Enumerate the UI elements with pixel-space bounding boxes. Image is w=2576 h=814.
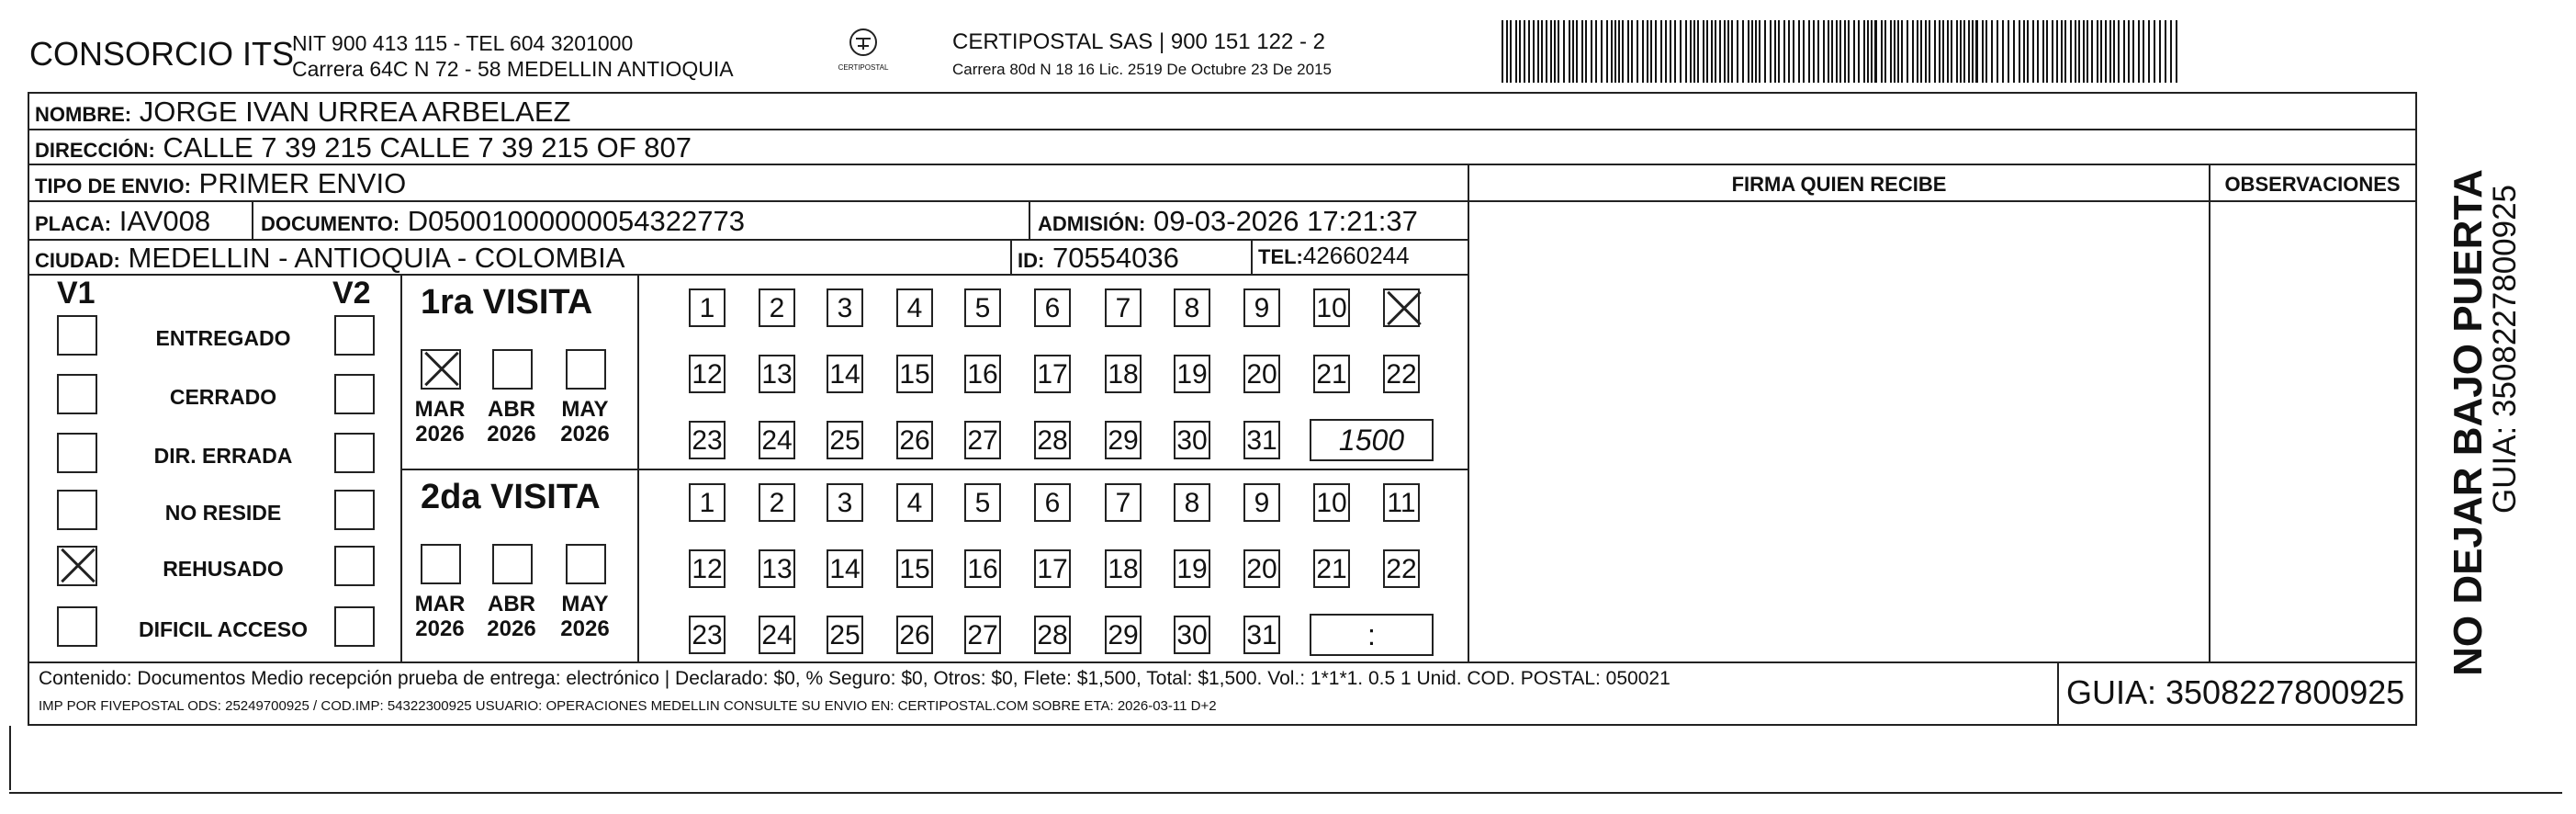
- day-box[interactable]: 11: [1383, 483, 1420, 522]
- company-address: Carrera 64C N 72 - 58 MEDELLIN ANTIOQUIA: [292, 57, 734, 81]
- carrier-logo-text: CERTIPOSTAL: [838, 63, 889, 72]
- city-label: CIUDAD:: [35, 249, 120, 272]
- admission-label: ADMISIÓN:: [1038, 212, 1146, 235]
- address-value: CALLE 7 39 215 CALLE 7 39 215 OF 807: [163, 131, 692, 164]
- day-box[interactable]: 22: [1383, 549, 1420, 588]
- status-label: NO RESIDE: [164, 501, 282, 525]
- status-label: DIFICIL ACCESO: [138, 617, 308, 641]
- day-box[interactable]: 15: [896, 549, 933, 588]
- day-box[interactable]: 18: [1105, 355, 1142, 393]
- status-label: ENTREGADO: [155, 326, 291, 350]
- day-box[interactable]: 9: [1243, 483, 1280, 522]
- footer-guide-number: GUIA: 3508227800925: [2066, 673, 2405, 711]
- day-box[interactable]: 31: [1243, 616, 1280, 654]
- v1-checkbox[interactable]: [57, 546, 97, 586]
- day-box[interactable]: 26: [896, 421, 933, 459]
- day-box[interactable]: 17: [1034, 549, 1071, 588]
- day-box[interactable]: 30: [1174, 421, 1210, 459]
- v1-checkbox[interactable]: [57, 315, 97, 356]
- day-box[interactable]: 20: [1243, 549, 1280, 588]
- tel-value: 42660244: [1302, 242, 1410, 269]
- side-guide-number: GUIA: 3508227800925: [2487, 184, 2523, 514]
- day-box[interactable]: 16: [964, 549, 1001, 588]
- do-not-leave-under-door-warning: NO DEJAR BAJO PUERTA: [2446, 169, 2491, 676]
- v1-checkbox[interactable]: [57, 433, 97, 473]
- day-box[interactable]: 31: [1243, 421, 1280, 459]
- signature-column-header: FIRMA QUIEN RECIBE: [1731, 173, 1947, 196]
- company-name: CONSORCIO ITS: [29, 35, 295, 73]
- day-box[interactable]: 15: [896, 355, 933, 393]
- day-box[interactable]: 19: [1174, 355, 1210, 393]
- day-box[interactable]: 18: [1105, 549, 1142, 588]
- day-box[interactable]: 23: [689, 616, 726, 654]
- name-field: [35, 97, 570, 126]
- shipment-type-label: TIPO DE ENVIO:: [35, 175, 191, 198]
- day-box[interactable]: 22: [1383, 355, 1420, 393]
- day-box[interactable]: 14: [827, 355, 863, 393]
- day-box[interactable]: 4: [896, 288, 933, 327]
- city-field: [35, 243, 624, 272]
- day-box[interactable]: 24: [759, 421, 795, 459]
- day-box[interactable]: 5: [964, 483, 1001, 522]
- day-box[interactable]: 24: [759, 616, 795, 654]
- day-box[interactable]: 6: [1034, 483, 1071, 522]
- id-field: [1018, 243, 1179, 272]
- month-checkbox[interactable]: [421, 544, 461, 584]
- barcode: [1502, 20, 2181, 83]
- status-label: CERRADO: [169, 385, 277, 409]
- day-box[interactable]: 10: [1313, 483, 1350, 522]
- address-field: [35, 133, 692, 162]
- month-year: 2026: [487, 616, 536, 641]
- month-checkbox[interactable]: [421, 349, 461, 390]
- day-box[interactable]: 1: [689, 483, 726, 522]
- observations-column-header: OBSERVACIONES: [2224, 173, 2401, 196]
- day-box[interactable]: 19: [1174, 549, 1210, 588]
- day-box[interactable]: 16: [964, 355, 1001, 393]
- month-year: 2026: [415, 422, 465, 447]
- day-box[interactable]: 2: [759, 288, 795, 327]
- day-box[interactable]: 5: [964, 288, 1001, 327]
- month-name: MAR: [414, 592, 466, 616]
- v1-checkbox[interactable]: [57, 606, 97, 647]
- month-year: 2026: [487, 422, 536, 447]
- day-box[interactable]: 28: [1034, 616, 1071, 654]
- day-box[interactable]: 14: [827, 549, 863, 588]
- day-box[interactable]: 17: [1034, 355, 1071, 393]
- v2-checkbox[interactable]: [334, 315, 375, 356]
- day-box[interactable]: 9: [1243, 288, 1280, 327]
- month-name: MAY: [561, 592, 609, 616]
- day-box[interactable]: 10: [1313, 288, 1350, 327]
- status-label: REHUSADO: [163, 557, 284, 581]
- address-label: DIRECCIÓN:: [35, 139, 155, 162]
- v2-checkbox[interactable]: [334, 433, 375, 473]
- day-box[interactable]: [1383, 288, 1420, 327]
- month-checkbox[interactable]: [492, 544, 533, 584]
- day-box[interactable]: 7: [1105, 288, 1142, 327]
- tel-field: [1258, 243, 1410, 267]
- v2-checkbox[interactable]: [334, 606, 375, 647]
- day-box[interactable]: 28: [1034, 421, 1071, 459]
- carrier-logo-icon: [845, 28, 882, 59]
- day-box[interactable]: 13: [759, 549, 795, 588]
- day-box[interactable]: 1: [689, 288, 726, 327]
- time-box[interactable]: 1500: [1310, 419, 1434, 461]
- day-box[interactable]: 3: [827, 288, 863, 327]
- document-label: DOCUMENTO:: [261, 212, 400, 235]
- day-box[interactable]: 7: [1105, 483, 1142, 522]
- day-box[interactable]: 30: [1174, 616, 1210, 654]
- day-box[interactable]: 12: [689, 355, 726, 393]
- day-box[interactable]: 8: [1174, 288, 1210, 327]
- month-name: ABR: [488, 397, 535, 422]
- month-year: 2026: [560, 422, 610, 447]
- month-year: 2026: [415, 616, 465, 641]
- day-box[interactable]: 27: [964, 421, 1001, 459]
- shipment-type-value: PRIMER ENVIO: [198, 167, 407, 199]
- v1-checkbox[interactable]: [57, 374, 97, 414]
- plate-label: PLACA:: [35, 212, 112, 235]
- month-name: MAR: [414, 397, 466, 422]
- day-box[interactable]: 29: [1105, 616, 1142, 654]
- company-nit: NIT 900 413 115 - TEL 604 3201000: [292, 31, 634, 55]
- print-info-line: IMP POR FIVEPOSTAL ODS: 25249700925 / COD.IMP: 54322300925 USUARIO: OPERACIONES MEDELLIN CONSULTE SU ENVIO EN: CERTIPOSTAL.COM SOBRE ETA: 2026-03-11 D+2: [39, 698, 1217, 714]
- month-label: [408, 397, 472, 447]
- document-value: D05001000000054322773: [407, 205, 745, 237]
- carrier-address: Carrera 80d N 18 16 Lic. 2519 De Octubre 23 De 2015: [952, 61, 1332, 78]
- day-box[interactable]: 25: [827, 616, 863, 654]
- month-label: [553, 592, 617, 641]
- month-label: [553, 397, 617, 447]
- day-box[interactable]: 12: [689, 549, 726, 588]
- day-box[interactable]: 21: [1313, 549, 1350, 588]
- month-year: 2026: [560, 616, 610, 641]
- city-value: MEDELLIN - ANTIOQUIA - COLOMBIA: [128, 242, 625, 274]
- v1-header: V1: [57, 276, 96, 311]
- visit-title: 2da VISITA: [421, 478, 601, 516]
- v1-checkbox[interactable]: [57, 490, 97, 530]
- name-value: JORGE IVAN URREA ARBELAEZ: [139, 96, 571, 128]
- name-label: NOMBRE:: [35, 103, 132, 126]
- v2-checkbox[interactable]: [334, 490, 375, 530]
- visit-title: 1ra VISITA: [421, 283, 593, 322]
- month-name: MAY: [561, 397, 609, 422]
- month-label: [479, 592, 544, 641]
- time-box[interactable]: :: [1310, 614, 1434, 656]
- month-label: [479, 397, 544, 447]
- admission-field: [1038, 207, 1418, 235]
- day-box[interactable]: 3: [827, 483, 863, 522]
- v2-header: V2: [332, 276, 371, 311]
- day-box[interactable]: 29: [1105, 421, 1142, 459]
- day-box[interactable]: 13: [759, 355, 795, 393]
- contents-line: Contenido: Documentos Medio recepción prueba de entrega: electrónico | Declarado: $0, % Seguro: $0, Otros: $0, Flete: $1,500, Total: $1,500. Vol.: 1*1*1. 0.5 1 Unid. COD. POSTAL: 050021: [39, 668, 1670, 689]
- day-box[interactable]: 27: [964, 616, 1001, 654]
- month-checkbox[interactable]: [566, 544, 606, 584]
- document-field: [261, 207, 745, 235]
- day-box[interactable]: 23: [689, 421, 726, 459]
- carrier-logo: [831, 28, 895, 83]
- day-box[interactable]: 6: [1034, 288, 1071, 327]
- month-name: ABR: [488, 592, 535, 616]
- day-box[interactable]: 8: [1174, 483, 1210, 522]
- tel-label: TEL:: [1258, 245, 1303, 268]
- month-checkbox[interactable]: [492, 349, 533, 390]
- month-label: [408, 592, 472, 641]
- id-value: 70554036: [1052, 242, 1179, 274]
- day-box[interactable]: 2: [759, 483, 795, 522]
- shipment-type-field: [35, 169, 406, 198]
- month-checkbox[interactable]: [566, 349, 606, 390]
- admission-value: 09-03-2026 17:21:37: [1153, 205, 1418, 237]
- day-box[interactable]: 25: [827, 421, 863, 459]
- day-box[interactable]: 26: [896, 616, 933, 654]
- v2-checkbox[interactable]: [334, 546, 375, 586]
- status-label: DIR. ERRADA: [153, 444, 293, 468]
- plate-value: IAV008: [118, 205, 211, 237]
- plate-field: [35, 207, 210, 235]
- v2-checkbox[interactable]: [334, 374, 375, 414]
- carrier-name: CERTIPOSTAL SAS | 900 151 122 - 2: [952, 29, 1325, 54]
- day-box[interactable]: 21: [1313, 355, 1350, 393]
- id-label: ID:: [1018, 249, 1045, 272]
- day-box[interactable]: 4: [896, 483, 933, 522]
- day-box[interactable]: 20: [1243, 355, 1280, 393]
